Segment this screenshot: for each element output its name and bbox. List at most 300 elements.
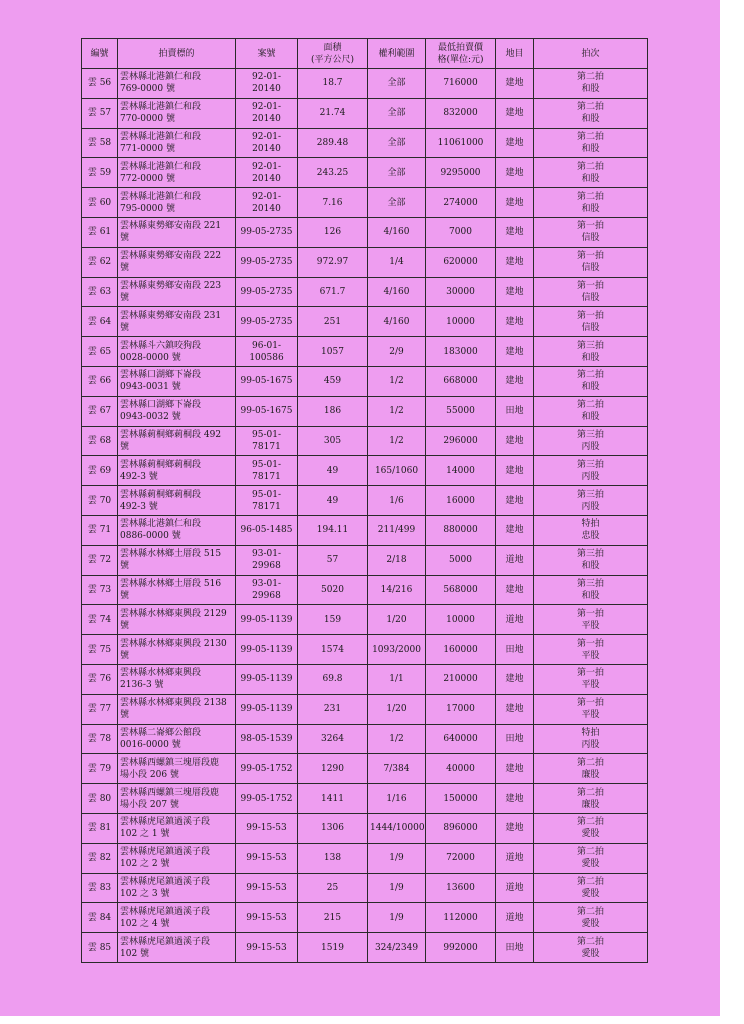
cell-target xyxy=(118,933,236,963)
cell-round xyxy=(534,933,648,963)
cell-area: 1290 xyxy=(298,754,368,784)
cell-target-line2: 0016-0000 號 xyxy=(120,739,181,750)
cell-target-line2: 號 xyxy=(120,620,130,631)
cell-right: 1/2 xyxy=(368,724,426,754)
cell-target-line1: 雲林縣水林鄉土厝段 516 xyxy=(120,578,222,589)
cell-round xyxy=(534,903,648,933)
auction-table xyxy=(81,38,648,963)
cell-price: 274000 xyxy=(426,188,496,218)
table-header-row xyxy=(82,39,648,69)
cell-round xyxy=(534,813,648,843)
cell-num: 雲 72 xyxy=(82,545,118,575)
cell-land: 建地 xyxy=(496,158,534,188)
table-row xyxy=(82,903,648,933)
cell-target-line2: 號 xyxy=(120,561,130,572)
cell-round-line1: 第二拍 xyxy=(576,102,604,113)
cell-right: 4/160 xyxy=(368,217,426,247)
cell-area: 972.97 xyxy=(298,247,368,277)
cell-target xyxy=(118,396,236,426)
cell-target-line2: 號 xyxy=(120,292,130,303)
cell-round xyxy=(534,247,648,277)
cell-land: 建地 xyxy=(496,515,534,545)
cell-area: 1057 xyxy=(298,337,368,367)
cell-num: 雲 76 xyxy=(82,664,118,694)
cell-num: 雲 74 xyxy=(82,605,118,635)
cell-round-line2: 廉股 xyxy=(581,799,600,810)
cell-target xyxy=(118,724,236,754)
cell-target xyxy=(118,158,236,188)
cell-target-line1: 雲林縣水林鄉土厝段 515 xyxy=(120,549,222,560)
cell-right: 4/160 xyxy=(368,307,426,337)
cell-area: 138 xyxy=(298,843,368,873)
cell-round xyxy=(534,98,648,128)
cell-target xyxy=(118,337,236,367)
table-row xyxy=(82,366,648,396)
cell-target xyxy=(118,843,236,873)
cell-price: 880000 xyxy=(426,515,496,545)
cell-land: 建地 xyxy=(496,366,534,396)
cell-target-line2: 769-0000 號 xyxy=(120,84,175,95)
table-row xyxy=(82,575,648,605)
cell-price: 16000 xyxy=(426,486,496,516)
cell-num: 雲 75 xyxy=(82,635,118,665)
cell-round-line2: 平股 xyxy=(581,620,600,631)
cell-price: 150000 xyxy=(426,784,496,814)
table-row xyxy=(82,337,648,367)
cell-land: 建地 xyxy=(496,426,534,456)
cell-case: 95-01-78171 xyxy=(236,486,298,516)
cell-price: 640000 xyxy=(426,724,496,754)
cell-num: 雲 58 xyxy=(82,128,118,158)
cell-round-line1: 第一拍 xyxy=(576,608,604,619)
cell-case: 99-05-2735 xyxy=(236,307,298,337)
header-area xyxy=(298,39,368,69)
cell-right: 全部 xyxy=(368,98,426,128)
cell-target-line2: 772-0000 號 xyxy=(120,173,175,184)
cell-case: 96-05-1485 xyxy=(236,515,298,545)
cell-right: 1/9 xyxy=(368,873,426,903)
cell-right: 1/2 xyxy=(368,426,426,456)
cell-target xyxy=(118,903,236,933)
cell-price: 17000 xyxy=(426,694,496,724)
cell-case: 99-15-53 xyxy=(236,933,298,963)
cell-round-line2: 平股 xyxy=(581,710,600,721)
cell-target-line1: 雲林縣北港鎮仁和段 xyxy=(120,161,202,172)
cell-round-line2: 愛股 xyxy=(581,888,600,899)
cell-num: 雲 71 xyxy=(82,515,118,545)
table-row xyxy=(82,724,648,754)
cell-case: 98-05-1539 xyxy=(236,724,298,754)
cell-target-line2: 2136-3 號 xyxy=(120,680,164,691)
cell-right: 全部 xyxy=(368,188,426,218)
table-row xyxy=(82,456,648,486)
cell-round-line2: 丙股 xyxy=(581,441,600,452)
cell-area: 459 xyxy=(298,366,368,396)
cell-round-line2: 丙股 xyxy=(581,471,600,482)
cell-land: 建地 xyxy=(496,69,534,99)
cell-right: 4/160 xyxy=(368,277,426,307)
cell-target xyxy=(118,873,236,903)
cell-target xyxy=(118,217,236,247)
cell-target-line1: 雲林縣東勢鄉安南段 221 xyxy=(120,221,222,232)
cell-land: 道地 xyxy=(496,843,534,873)
cell-area: 1519 xyxy=(298,933,368,963)
cell-target xyxy=(118,426,236,456)
cell-round-line2: 和股 xyxy=(581,590,600,601)
cell-round xyxy=(534,188,648,218)
cell-price: 296000 xyxy=(426,426,496,456)
cell-price: 55000 xyxy=(426,396,496,426)
cell-case: 99-05-1139 xyxy=(236,605,298,635)
cell-land: 道地 xyxy=(496,873,534,903)
cell-land: 道地 xyxy=(496,605,534,635)
cell-land: 建地 xyxy=(496,98,534,128)
header-area-line1: 面積 xyxy=(323,42,342,53)
cell-right: 14/216 xyxy=(368,575,426,605)
cell-target-line1: 雲林縣虎尾鎮過溪子段 xyxy=(120,847,211,858)
cell-target-line1: 雲林縣水林鄉東興段 2130 xyxy=(120,638,227,649)
cell-num: 雲 59 xyxy=(82,158,118,188)
cell-case: 99-05-1139 xyxy=(236,635,298,665)
cell-num: 雲 62 xyxy=(82,247,118,277)
cell-area: 671.7 xyxy=(298,277,368,307)
table-row xyxy=(82,396,648,426)
cell-target-line1: 雲林縣水林鄉東興段 2138 xyxy=(120,698,227,709)
table-row xyxy=(82,843,648,873)
cell-land: 田地 xyxy=(496,396,534,426)
cell-round xyxy=(534,873,648,903)
cell-target-line2: 號 xyxy=(120,441,130,452)
cell-round-line2: 忠股 xyxy=(581,531,600,542)
cell-round-line2: 平股 xyxy=(581,650,600,661)
cell-num: 雲 63 xyxy=(82,277,118,307)
cell-target-line2: 號 xyxy=(120,590,130,601)
header-right: 權利範圍 xyxy=(368,39,426,69)
cell-area: 49 xyxy=(298,486,368,516)
cell-num: 雲 65 xyxy=(82,337,118,367)
cell-case: 99-15-53 xyxy=(236,873,298,903)
cell-num: 雲 80 xyxy=(82,784,118,814)
cell-case: 99-15-53 xyxy=(236,843,298,873)
cell-num: 雲 81 xyxy=(82,813,118,843)
cell-round-line1: 第二拍 xyxy=(576,131,604,142)
cell-price: 10000 xyxy=(426,605,496,635)
cell-round xyxy=(534,635,648,665)
cell-case: 99-05-1675 xyxy=(236,366,298,396)
cell-round-line1: 第二拍 xyxy=(576,370,604,381)
cell-target-line2: 0886-0000 號 xyxy=(120,531,181,542)
cell-num: 雲 60 xyxy=(82,188,118,218)
cell-case: 95-01-78171 xyxy=(236,426,298,456)
cell-target-line2: 102 號 xyxy=(120,948,150,959)
cell-target-line2: 102 之 2 號 xyxy=(120,859,170,870)
cell-round-line2: 和股 xyxy=(581,143,600,154)
cell-target-line2: 號 xyxy=(120,710,130,721)
cell-round-line2: 廉股 xyxy=(581,769,600,780)
cell-area: 215 xyxy=(298,903,368,933)
cell-target-line2: 492-3 號 xyxy=(120,471,158,482)
cell-round xyxy=(534,366,648,396)
cell-round-line2: 丙股 xyxy=(581,501,600,512)
table-row xyxy=(82,69,648,99)
cell-target-line1: 雲林縣北港鎮仁和段 xyxy=(120,191,202,202)
cell-target xyxy=(118,486,236,516)
cell-target-line2: 號 xyxy=(120,650,130,661)
cell-target-line1: 雲林縣西螺鎮三塊厝段鹿 xyxy=(120,757,220,768)
cell-target xyxy=(118,456,236,486)
cell-target-line2: 場小段 207 號 xyxy=(120,799,179,810)
cell-round xyxy=(534,843,648,873)
cell-round-line1: 第三拍 xyxy=(576,429,604,440)
cell-num: 雲 56 xyxy=(82,69,118,99)
cell-case: 99-05-1752 xyxy=(236,784,298,814)
cell-area: 186 xyxy=(298,396,368,426)
cell-round-line2: 和股 xyxy=(581,352,600,363)
cell-target-line1: 雲林縣虎尾鎮過溪子段 xyxy=(120,876,211,887)
cell-target-line1: 雲林縣東勢鄉安南段 231 xyxy=(120,310,222,321)
cell-round xyxy=(534,486,648,516)
cell-right: 1/1 xyxy=(368,664,426,694)
cell-price: 10000 xyxy=(426,307,496,337)
cell-target xyxy=(118,69,236,99)
cell-round xyxy=(534,754,648,784)
cell-target-line2: 102 之 3 號 xyxy=(120,888,170,899)
table-row xyxy=(82,98,648,128)
cell-case: 99-05-2735 xyxy=(236,217,298,247)
cell-target-line2: 770-0000 號 xyxy=(120,114,175,125)
cell-right: 全部 xyxy=(368,158,426,188)
cell-round-line2: 信股 xyxy=(581,292,600,303)
cell-round xyxy=(534,545,648,575)
cell-case: 92-01-20140 xyxy=(236,188,298,218)
table-row xyxy=(82,754,648,784)
cell-land: 道地 xyxy=(496,903,534,933)
cell-round xyxy=(534,456,648,486)
cell-round xyxy=(534,724,648,754)
cell-land: 田地 xyxy=(496,933,534,963)
cell-num: 雲 69 xyxy=(82,456,118,486)
cell-round-line1: 第三拍 xyxy=(576,549,604,560)
cell-price: 13600 xyxy=(426,873,496,903)
cell-area: 18.7 xyxy=(298,69,368,99)
cell-target xyxy=(118,307,236,337)
cell-case: 92-01-20140 xyxy=(236,98,298,128)
table-row xyxy=(82,277,648,307)
cell-right: 7/384 xyxy=(368,754,426,784)
cell-right: 1444/10000 xyxy=(368,813,426,843)
cell-case: 99-05-1139 xyxy=(236,664,298,694)
cell-target xyxy=(118,188,236,218)
cell-target-line1: 雲林縣北港鎮仁和段 xyxy=(120,72,202,83)
cell-round xyxy=(534,605,648,635)
cell-right: 1/6 xyxy=(368,486,426,516)
cell-round xyxy=(534,128,648,158)
cell-right: 全部 xyxy=(368,69,426,99)
cell-round-line1: 特拍 xyxy=(581,519,600,530)
cell-area: 1306 xyxy=(298,813,368,843)
cell-num: 雲 85 xyxy=(82,933,118,963)
cell-land: 建地 xyxy=(496,456,534,486)
cell-target xyxy=(118,98,236,128)
cell-round-line2: 和股 xyxy=(581,382,600,393)
cell-target-line2: 號 xyxy=(120,263,130,274)
cell-round-line1: 第一拍 xyxy=(576,280,604,291)
cell-area: 1574 xyxy=(298,635,368,665)
cell-round xyxy=(534,69,648,99)
cell-num: 雲 61 xyxy=(82,217,118,247)
table-row xyxy=(82,933,648,963)
cell-target-line2: 795-0000 號 xyxy=(120,203,175,214)
cell-target xyxy=(118,128,236,158)
cell-round-line2: 信股 xyxy=(581,233,600,244)
cell-target-line1: 雲林縣莿桐鄉莿桐段 xyxy=(120,489,202,500)
cell-round-line2: 平股 xyxy=(581,680,600,691)
table-row xyxy=(82,784,648,814)
cell-target-line1: 雲林縣北港鎮仁和段 xyxy=(120,519,202,530)
table-row xyxy=(82,217,648,247)
cell-land: 建地 xyxy=(496,575,534,605)
cell-land: 建地 xyxy=(496,813,534,843)
cell-price: 112000 xyxy=(426,903,496,933)
cell-round xyxy=(534,426,648,456)
cell-right: 全部 xyxy=(368,128,426,158)
header-area-line2: (平方公尺) xyxy=(310,54,355,65)
table-row xyxy=(82,635,648,665)
cell-num: 雲 64 xyxy=(82,307,118,337)
cell-land: 建地 xyxy=(496,784,534,814)
cell-price: 9295000 xyxy=(426,158,496,188)
cell-case: 92-01-20140 xyxy=(236,158,298,188)
cell-land: 田地 xyxy=(496,724,534,754)
cell-right: 1/20 xyxy=(368,605,426,635)
table-row xyxy=(82,694,648,724)
cell-area: 159 xyxy=(298,605,368,635)
cell-round xyxy=(534,664,648,694)
cell-area: 7.16 xyxy=(298,188,368,218)
cell-round-line1: 第二拍 xyxy=(576,72,604,83)
cell-round-line1: 第二拍 xyxy=(576,906,604,917)
table-row xyxy=(82,605,648,635)
cell-round-line1: 第二拍 xyxy=(576,191,604,202)
cell-target xyxy=(118,515,236,545)
cell-round-line2: 愛股 xyxy=(581,948,600,959)
header-num: 編號 xyxy=(82,39,118,69)
cell-round-line2: 丙股 xyxy=(581,739,600,750)
cell-target-line2: 號 xyxy=(120,322,130,333)
table-row xyxy=(82,664,648,694)
cell-target-line2: 492-3 號 xyxy=(120,501,158,512)
cell-round xyxy=(534,784,648,814)
cell-land: 建地 xyxy=(496,307,534,337)
cell-round-line1: 第一拍 xyxy=(576,698,604,709)
cell-right: 165/1060 xyxy=(368,456,426,486)
cell-round-line2: 和股 xyxy=(581,412,600,423)
cell-round-line2: 愛股 xyxy=(581,829,600,840)
cell-round-line1: 第二拍 xyxy=(576,817,604,828)
cell-area: 194.11 xyxy=(298,515,368,545)
cell-target-line2: 0943-0032 號 xyxy=(120,412,181,423)
cell-round-line1: 第三拍 xyxy=(576,489,604,500)
cell-land: 建地 xyxy=(496,217,534,247)
cell-land: 建地 xyxy=(496,664,534,694)
cell-target-line2: 號 xyxy=(120,233,130,244)
cell-price: 40000 xyxy=(426,754,496,784)
cell-land: 建地 xyxy=(496,188,534,218)
cell-target-line1: 雲林縣二崙鄉公館段 xyxy=(120,727,202,738)
cell-right: 1/9 xyxy=(368,903,426,933)
cell-round xyxy=(534,337,648,367)
cell-round xyxy=(534,277,648,307)
cell-round-line1: 第二拍 xyxy=(576,400,604,411)
header-case: 案號 xyxy=(236,39,298,69)
cell-round-line2: 和股 xyxy=(581,84,600,95)
cell-area: 1411 xyxy=(298,784,368,814)
cell-round-line1: 第三拍 xyxy=(576,340,604,351)
cell-right: 1093/2000 xyxy=(368,635,426,665)
cell-case: 99-15-53 xyxy=(236,813,298,843)
cell-target-line1: 雲林縣斗六鎮咬狗段 xyxy=(120,340,202,351)
cell-num: 雲 79 xyxy=(82,754,118,784)
cell-target xyxy=(118,575,236,605)
cell-land: 建地 xyxy=(496,486,534,516)
cell-case: 99-05-1139 xyxy=(236,694,298,724)
cell-case: 93-01-29968 xyxy=(236,575,298,605)
cell-price: 832000 xyxy=(426,98,496,128)
cell-num: 雲 67 xyxy=(82,396,118,426)
cell-round-line1: 第二拍 xyxy=(576,161,604,172)
cell-price: 30000 xyxy=(426,277,496,307)
cell-land: 田地 xyxy=(496,635,534,665)
cell-round xyxy=(534,515,648,545)
cell-price: 568000 xyxy=(426,575,496,605)
table-row xyxy=(82,873,648,903)
header-price-line1: 最低拍賣價 xyxy=(437,42,483,53)
cell-target-line2: 102 之 1 號 xyxy=(120,829,170,840)
cell-area: 57 xyxy=(298,545,368,575)
cell-land: 建地 xyxy=(496,277,534,307)
cell-round-line1: 第一拍 xyxy=(576,638,604,649)
cell-target xyxy=(118,754,236,784)
cell-target-line1: 雲林縣虎尾鎮過溪子段 xyxy=(120,936,211,947)
cell-right: 1/2 xyxy=(368,396,426,426)
cell-area: 126 xyxy=(298,217,368,247)
cell-land: 建地 xyxy=(496,247,534,277)
table-row xyxy=(82,813,648,843)
cell-area: 305 xyxy=(298,426,368,456)
cell-case: 99-05-1752 xyxy=(236,754,298,784)
cell-land: 道地 xyxy=(496,545,534,575)
cell-price: 992000 xyxy=(426,933,496,963)
cell-right: 1/20 xyxy=(368,694,426,724)
cell-num: 雲 82 xyxy=(82,843,118,873)
cell-num: 雲 66 xyxy=(82,366,118,396)
cell-round-line1: 第一拍 xyxy=(576,251,604,262)
cell-round-line2: 信股 xyxy=(581,322,600,333)
cell-right: 1/16 xyxy=(368,784,426,814)
cell-target-line1: 雲林縣口湖鄉下崙段 xyxy=(120,400,202,411)
cell-round-line2: 和股 xyxy=(581,561,600,572)
table-body xyxy=(82,69,648,963)
cell-case: 95-01-78171 xyxy=(236,456,298,486)
cell-target-line1: 雲林縣西螺鎮三塊厝段鹿 xyxy=(120,787,220,798)
cell-round xyxy=(534,158,648,188)
table-row xyxy=(82,128,648,158)
cell-case: 99-05-2735 xyxy=(236,247,298,277)
cell-land: 建地 xyxy=(496,128,534,158)
cell-round-line2: 愛股 xyxy=(581,859,600,870)
cell-round-line1: 第一拍 xyxy=(576,668,604,679)
header-target: 拍賣標的 xyxy=(118,39,236,69)
